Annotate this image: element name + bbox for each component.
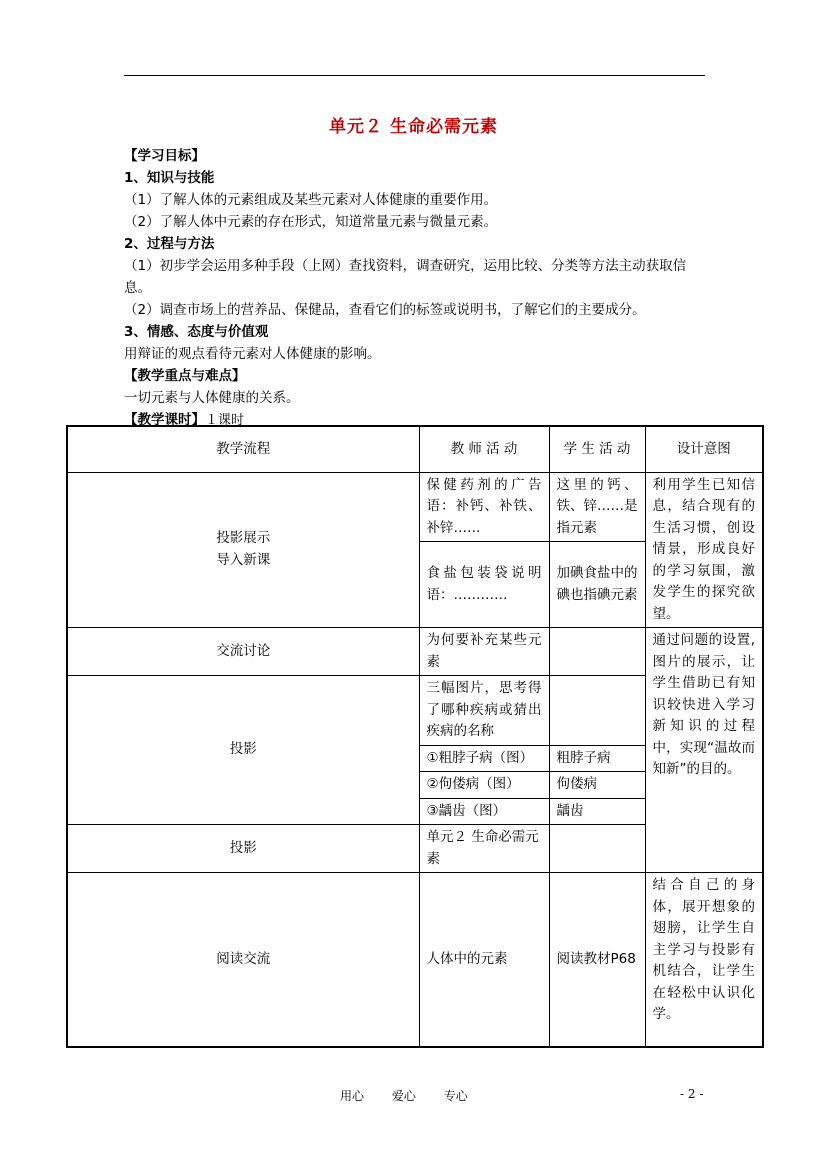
intent-cell: 通过问题的设置,图片的展示，让学生借助已有知识较快进入学习新知识的过程中，实现“温故而知新”的目的。 — [645, 628, 763, 873]
footer-motto — [340, 1087, 492, 1104]
knowledge-item-1: （1）了解人体的元素组成及某些元素对人体健康的重要作用。 — [124, 192, 498, 208]
header-student: 学 生 活 动 — [549, 426, 645, 472]
student-cell — [549, 676, 645, 746]
header-flow: 教学流程 — [67, 426, 419, 472]
student-cell: 佝偻病 — [549, 772, 645, 799]
teacher-cell: ①粗脖子病（图） — [419, 745, 549, 772]
student-cell: 加碘食盐中的碘也指碘元素 — [549, 542, 645, 628]
teacher-cell: 三幅图片，思考得了哪种疾病或猜出疾病的名称 — [419, 676, 549, 746]
flow-cell: 投影 — [67, 676, 419, 825]
student-cell: 阅读教材P68 — [549, 873, 645, 1047]
page-title: 单元２ 生命必需元素 — [329, 117, 498, 137]
teacher-cell: ③龋齿（图） — [419, 798, 549, 825]
header-teacher: 教 师 活 动 — [419, 426, 549, 472]
student-cell — [549, 825, 645, 873]
teacher-cell: 为何要补充某些元素 — [419, 628, 549, 676]
teaching-plan-table — [66, 425, 764, 1048]
goals-heading: 【学习目标】 — [124, 148, 205, 164]
flow-label: 投影展示 — [216, 530, 271, 547]
student-cell: 这里的钙、铁、锌……是指元素 — [549, 472, 645, 542]
lesson-overview — [124, 145, 714, 432]
footer-motto-2: 爱心 — [391, 1089, 416, 1103]
teacher-cell: 人体中的元素 — [419, 873, 549, 1047]
header-intent: 设计意图 — [645, 426, 763, 472]
page-number: - 2 - — [680, 1087, 704, 1101]
process-item-2: （2）调查市场上的营养品、保健品，查看它们的标签或说明书，了解它们的主要成分。 — [124, 302, 646, 318]
table-header-row — [67, 426, 763, 472]
flow-cell: 阅读交流 — [67, 873, 419, 1047]
key-points-text: 一切元素与人体健康的关系。 — [124, 390, 300, 406]
header-rule — [124, 75, 705, 76]
flow-cell-intro — [67, 472, 419, 628]
knowledge-skills-heading: 1、知识与技能 — [124, 170, 215, 186]
table-row — [67, 873, 763, 1047]
class-period-value: １课时 — [205, 413, 245, 428]
teacher-cell: 保健药剂的广告语：补钙、补铁、补锌…… — [419, 472, 549, 542]
teacher-cell: ②佝偻病（图） — [419, 772, 549, 799]
footer-motto-3: 专心 — [443, 1089, 468, 1103]
key-points-heading: 【教学重点与难点】 — [124, 368, 246, 384]
knowledge-item-2: （2）了解人体中元素的存在形式，知道常量元素与微量元素。 — [124, 214, 498, 230]
flow-cell: 投影 — [67, 825, 419, 873]
process-methods-heading: 2、过程与方法 — [124, 236, 215, 252]
flow-label: 导入新课 — [216, 551, 271, 568]
class-period-heading: 【教学课时】 — [124, 412, 205, 428]
process-item-1: （1）初步学会运用多种手段（上网）查找资料，调查研究，运用比较、分类等方法主动获取信息。 — [124, 258, 687, 296]
student-cell: 粗脖子病 — [549, 745, 645, 772]
intent-cell: 结合自己的身体，展开想象的翅膀，让学生自主学习与投影有机结合，让学生在轻松中认识化学。 — [645, 873, 763, 1047]
attitudes-text: 用辩证的观点看待元素对人体健康的影响。 — [124, 346, 381, 362]
table-row — [67, 628, 763, 676]
attitudes-heading: 3、情感、态度与价值观 — [124, 324, 269, 340]
teacher-cell: 食盐包装袋说明语：………… — [419, 542, 549, 628]
teacher-cell: 单元２ 生命必需元素 — [419, 825, 549, 873]
student-cell: 龋齿 — [549, 798, 645, 825]
footer-motto-1: 用心 — [340, 1089, 365, 1103]
table-row — [67, 472, 763, 542]
intent-cell: 利用学生已知信息，结合现有的生活习惯，创设情景，形成良好的学习氛围，激发学生的探究欲望。 — [645, 472, 763, 628]
student-cell — [549, 628, 645, 676]
flow-cell: 交流讨论 — [67, 628, 419, 676]
